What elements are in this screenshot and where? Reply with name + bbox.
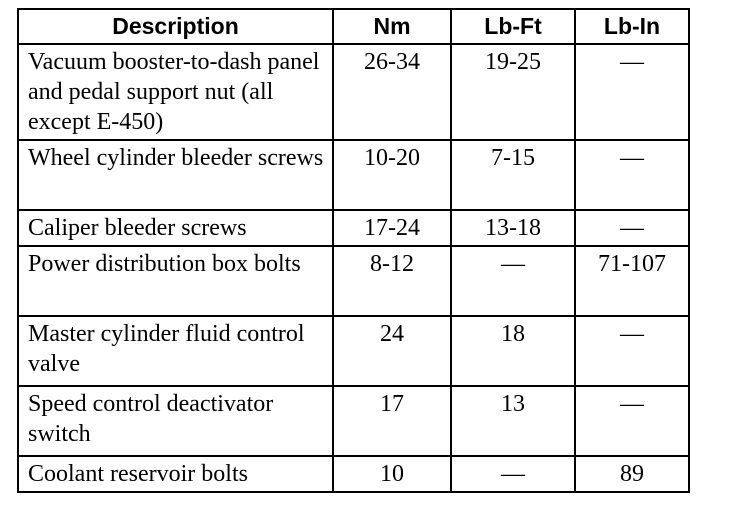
row-lb-ft: 18 xyxy=(451,316,575,386)
table-row xyxy=(18,456,689,492)
header-nm: Nm xyxy=(333,9,451,44)
row-lb-ft: 13 xyxy=(451,386,575,456)
row-nm: 8-12 xyxy=(333,246,451,316)
torque-spec-table xyxy=(17,8,690,493)
row-nm: 26-34 xyxy=(333,44,451,140)
row-lb-in: 71-107 xyxy=(575,246,689,316)
row-lb-ft: 13-18 xyxy=(451,210,575,246)
table-row xyxy=(18,210,689,246)
row-lb-in: — xyxy=(575,44,689,140)
row-lb-in: — xyxy=(575,210,689,246)
row-description: Power distribution box bolts xyxy=(18,246,333,316)
row-description: Caliper bleeder screws xyxy=(18,210,333,246)
table-row xyxy=(18,316,689,386)
row-nm: 17 xyxy=(333,386,451,456)
row-description: Wheel cylinder bleeder screws xyxy=(18,140,333,210)
table-header-row xyxy=(18,9,689,44)
row-lb-in: — xyxy=(575,316,689,386)
table-row xyxy=(18,44,689,140)
row-lb-ft: 7-15 xyxy=(451,140,575,210)
row-nm: 17-24 xyxy=(333,210,451,246)
header-lb-ft: Lb-Ft xyxy=(451,9,575,44)
header-description: Description xyxy=(18,9,333,44)
table-row xyxy=(18,386,689,456)
row-nm: 10 xyxy=(333,456,451,492)
row-lb-in: — xyxy=(575,386,689,456)
row-lb-ft: — xyxy=(451,456,575,492)
row-nm: 10-20 xyxy=(333,140,451,210)
row-lb-in: — xyxy=(575,140,689,210)
row-description: Coolant reservoir bolts xyxy=(18,456,333,492)
table-row xyxy=(18,140,689,210)
row-description: Master cylinder fluid control valve xyxy=(18,316,333,386)
table-row xyxy=(18,246,689,316)
row-description: Speed control deactivator switch xyxy=(18,386,333,456)
row-lb-ft: — xyxy=(451,246,575,316)
row-lb-in: 89 xyxy=(575,456,689,492)
row-description: Vacuum booster-to-dash panel and pedal support nut (all except E-450) xyxy=(18,44,333,140)
header-lb-in: Lb-In xyxy=(575,9,689,44)
row-nm: 24 xyxy=(333,316,451,386)
row-lb-ft: 19-25 xyxy=(451,44,575,140)
